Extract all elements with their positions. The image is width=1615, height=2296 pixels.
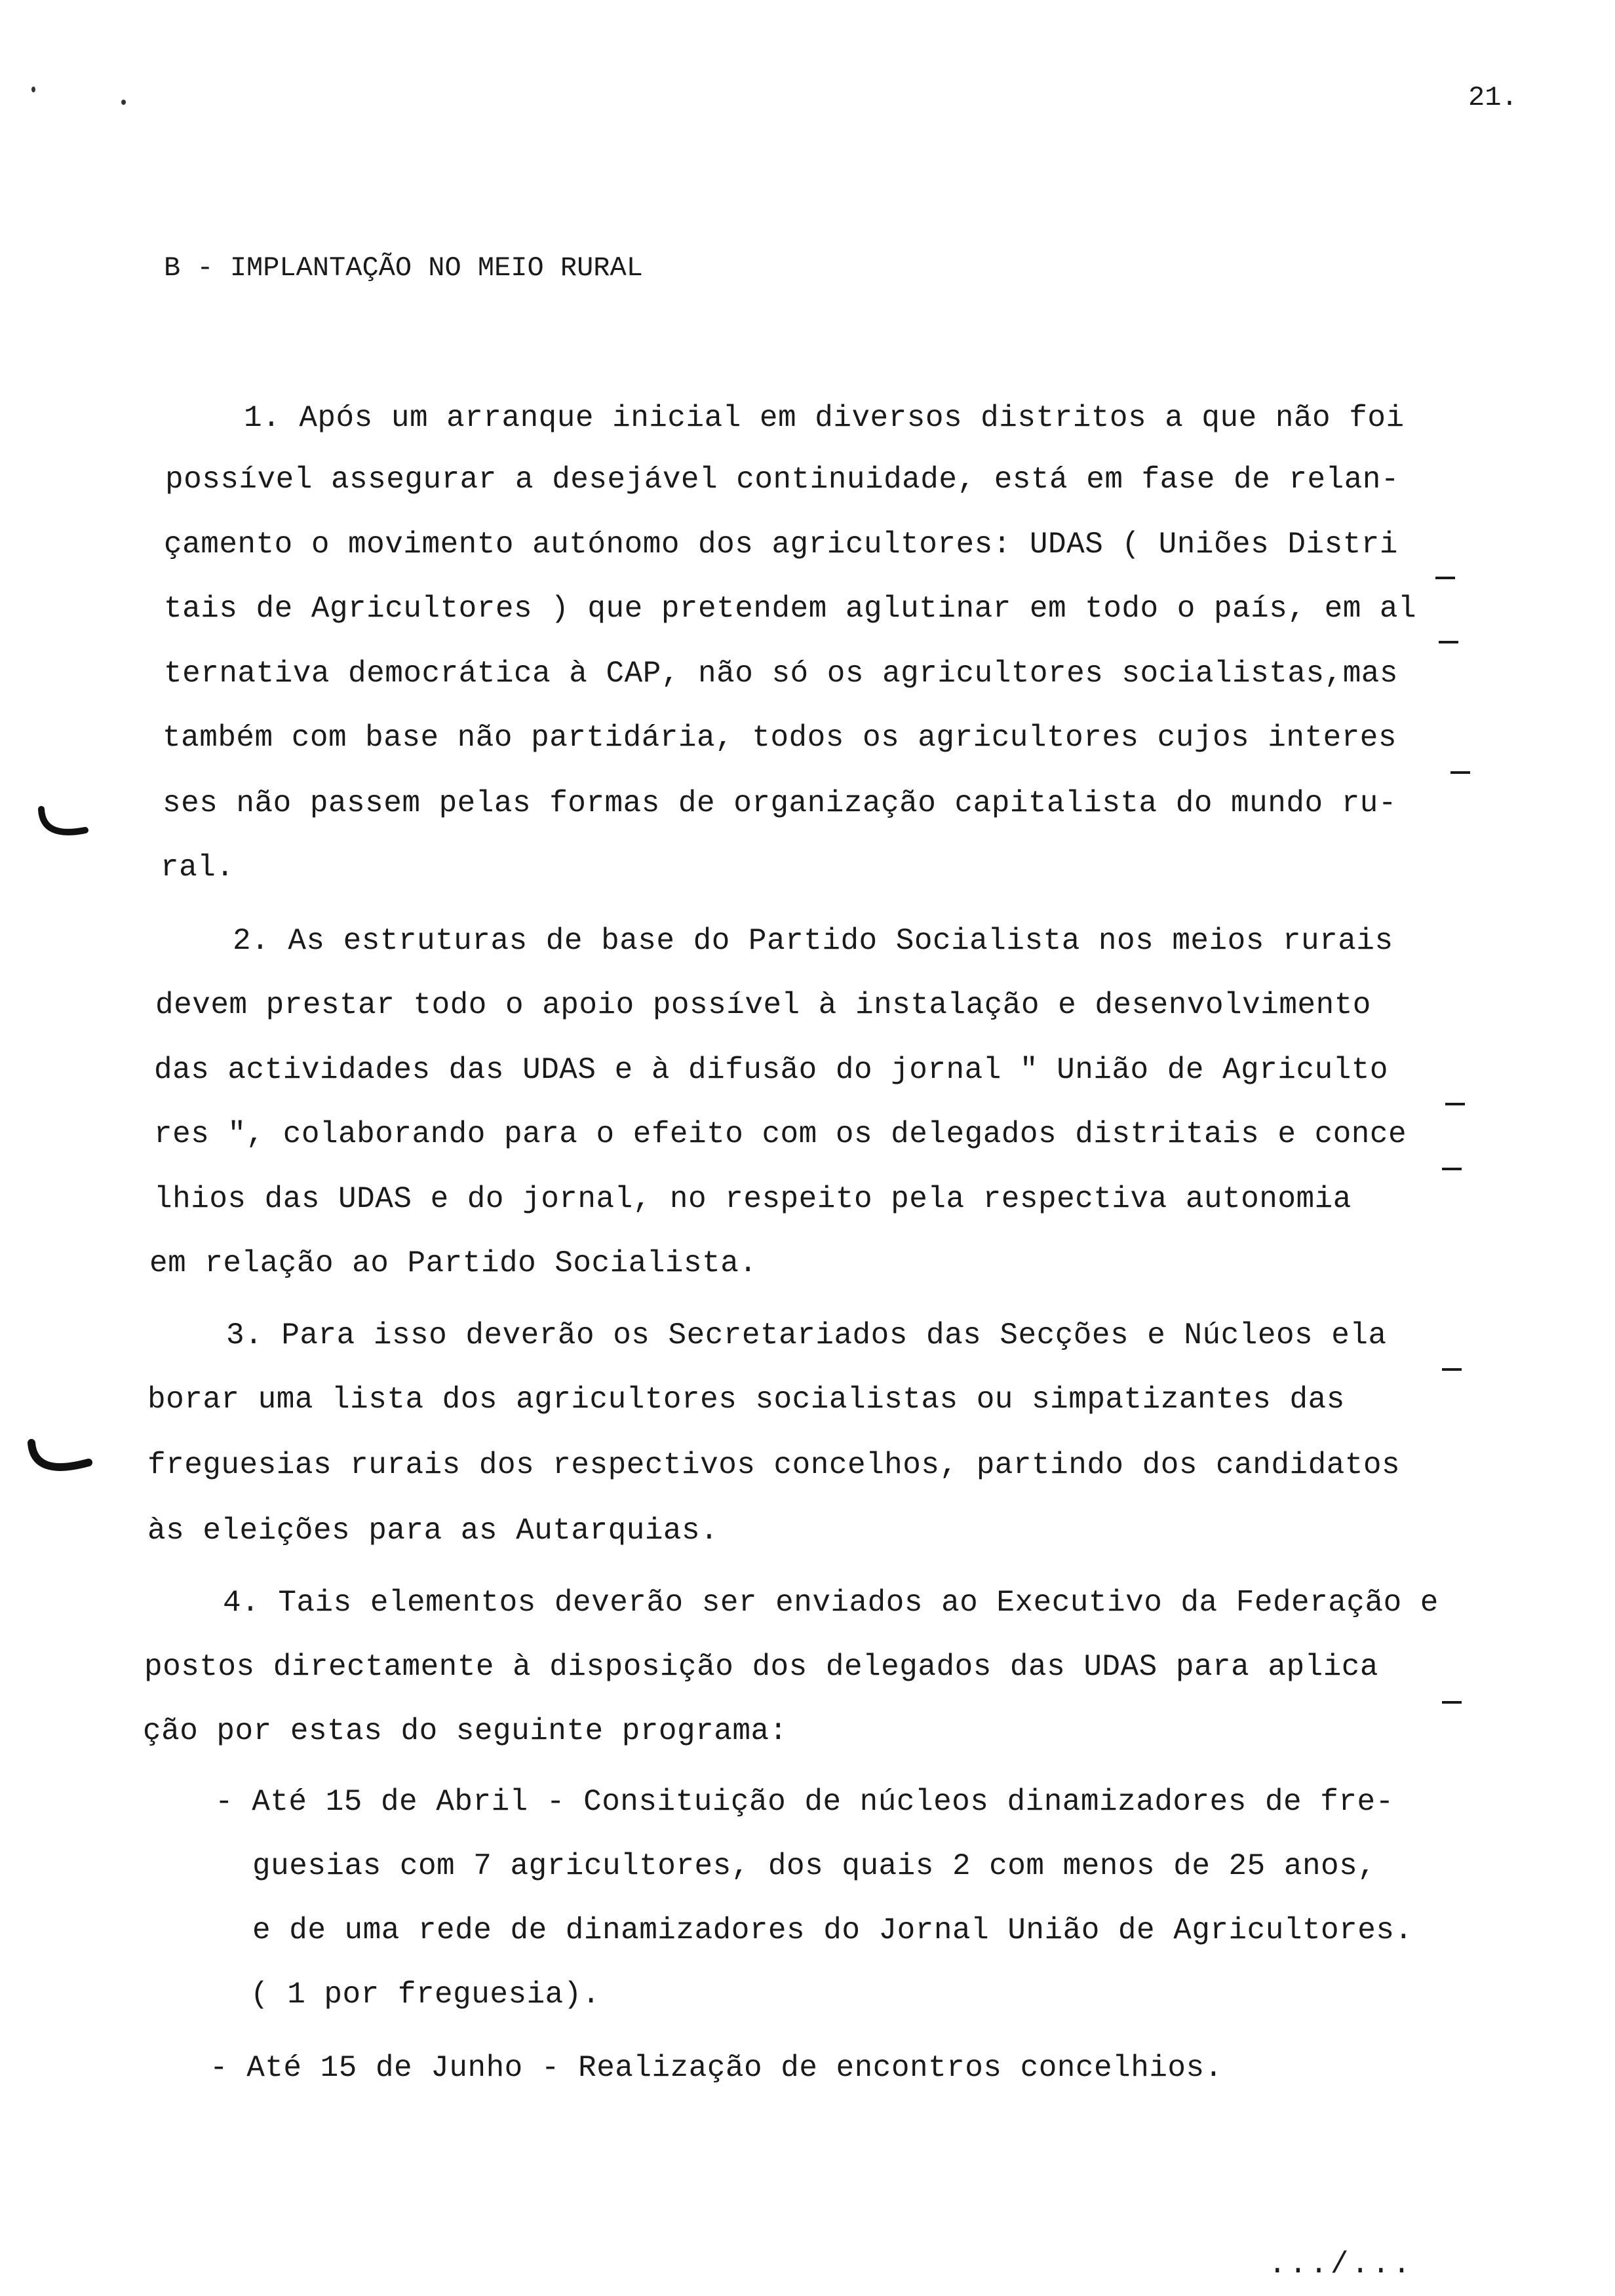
paragraph-1-line-3: çamento o movimento autónomo dos agricultores: UDAS ( Uniões Distri xyxy=(164,527,1399,562)
paragraph-2-line-2: devem prestar todo o apoio possível à instalação e desenvolvimento xyxy=(155,988,1371,1022)
section-heading: B - IMPLANTAÇÃO NO MEIO RURAL xyxy=(164,252,643,284)
hyphenation-mark xyxy=(1442,1168,1462,1170)
program-item-1-line-3: e de uma rede de dinamizadores do Jornal União de Agricultores. xyxy=(252,1913,1413,1947)
paragraph-1-line-1: 1. Após um arranque inicial em diversos distritos a que não foi xyxy=(244,401,1405,435)
paragraph-4-line-2: postos directamente à disposição dos delegados das UDAS para aplica xyxy=(144,1650,1379,1684)
program-item-2-line-1: - Até 15 de Junho - Realização de encontros concelhios. xyxy=(210,2051,1223,2085)
program-item-1-line-1: - Até 15 de Abril - Consituição de núcleos dinamizadores de fre- xyxy=(215,1785,1394,1819)
paragraph-2-line-3: das actividades das UDAS e à difusão do jornal " União de Agriculto xyxy=(154,1053,1389,1087)
hyphenation-mark xyxy=(1442,1368,1462,1371)
paragraph-1-line-6: também com base não partidária, todos os agricultores cujos interes xyxy=(163,721,1397,755)
continuation-marker: .../... xyxy=(1268,2248,1414,2282)
hyphenation-mark xyxy=(1442,1701,1462,1704)
paragraph-2-line-5: lhios das UDAS e do jornal, no respeito pela respectiva autonomia xyxy=(154,1182,1352,1216)
paragraph-1-line-7: ses não passem pelas formas de organização capitalista do mundo ru- xyxy=(163,786,1397,820)
paragraph-3-line-2: borar uma lista dos agricultores socialistas ou simpatizantes das xyxy=(147,1383,1345,1417)
paragraph-1-line-2: possível assegurar a desejável continuidade, está em fase de relan- xyxy=(165,463,1400,497)
binder-hole-mark-bottom xyxy=(26,1435,98,1487)
paragraph-1-line-4: tais de Agricultores ) que pretendem aglutinar em todo o país, em al xyxy=(164,592,1417,626)
program-item-1-line-2: guesias com 7 agricultores, dos quais 2 com menos de 25 anos, xyxy=(252,1849,1376,1883)
scan-speck xyxy=(121,100,126,105)
paragraph-2-line-4: res ", colaborando para o efeito com os delegados distritais e conce xyxy=(154,1117,1407,1151)
paragraph-3-line-4: às eleições para as Autarquias. xyxy=(147,1514,719,1548)
paragraph-3-line-1: 3. Para isso deverão os Secretariados das Secções e Núcleos ela xyxy=(226,1318,1387,1352)
paragraph-1-line-8: ral. xyxy=(161,851,235,885)
program-item-1-line-4: ( 1 por freguesia). xyxy=(250,1978,600,2012)
hyphenation-mark xyxy=(1439,641,1458,643)
paragraph-2-line-1: 2. As estruturas de base do Partido Socialista nos meios rurais xyxy=(233,924,1393,958)
paragraph-2-line-6: em relação ao Partido Socialista. xyxy=(149,1246,758,1280)
hyphenation-mark xyxy=(1445,1103,1465,1105)
paragraph-1-line-5: ternativa democrática à CAP, não só os agricultores socialistas,mas xyxy=(164,657,1399,691)
hyphenation-mark xyxy=(1435,577,1455,579)
paragraph-4-line-1: 4. Tais elementos deverão ser enviados ao Executivo da Federação e xyxy=(223,1586,1439,1620)
paragraph-3-line-3: freguesias rurais dos respectivos concelhos, partindo dos candidatos xyxy=(147,1448,1401,1482)
binder-hole-mark-top xyxy=(36,803,95,849)
paragraph-4-line-3: ção por estas do seguinte programa: xyxy=(143,1714,788,1748)
page-number: 21. xyxy=(1468,82,1518,113)
hyphenation-mark xyxy=(1450,771,1470,774)
scan-speck xyxy=(31,86,35,92)
